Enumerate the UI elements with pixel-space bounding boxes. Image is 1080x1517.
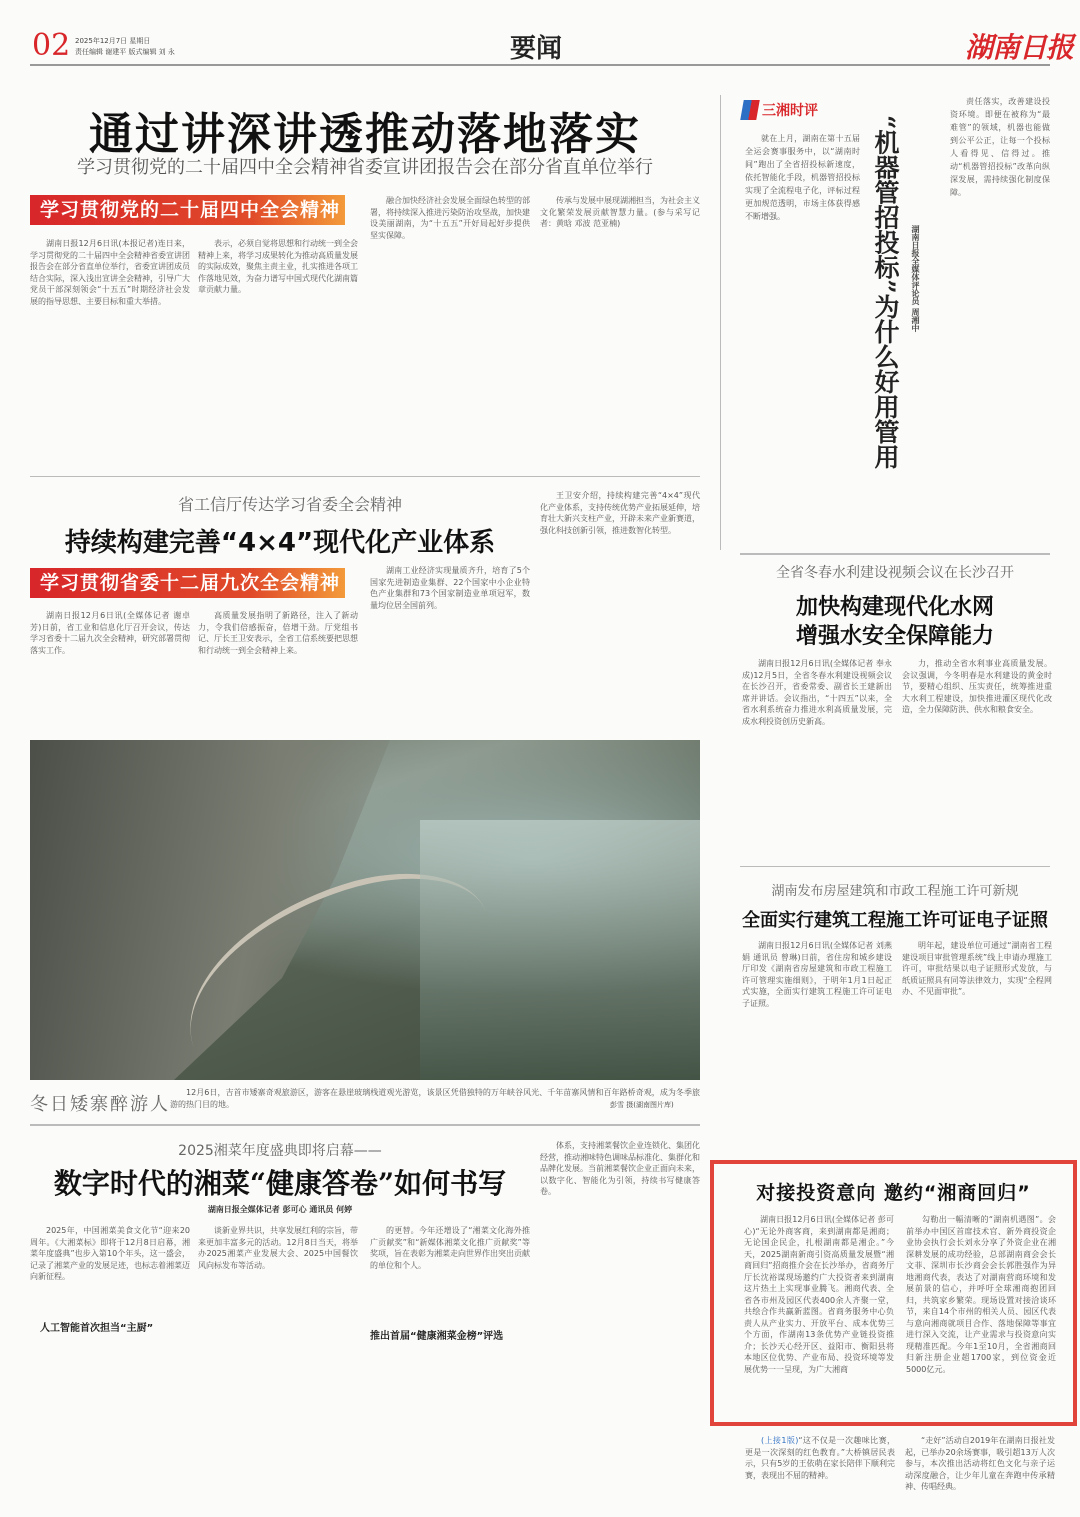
issue-date: 2025年12月7日 星期日: [75, 37, 151, 45]
lead-col-3: 融合加快经济社会发展全面绿色转型的部署，将持续深入推进污染防治攻坚战，加快建设美丽湖南，为“十五五”开好局起好步提供坚实保障。: [370, 196, 530, 240]
continued-col-2: “走好”活动自2019年在湖南日报社发起，已举办20余场赛事，吸引超13万人次参与，本次推出活动将红色文化与亲子运动深度融合，让少年儿童在奔跑中传承精神、传唱经典。: [905, 1436, 1055, 1491]
cuisine-subhead-2: 推出首届“健康湘菜金榜”评选: [370, 1331, 504, 1342]
highlight-col-1: 湖南日报12月6日讯(全媒体记者 彭可心)“无论外商客商，来到湖南都是湘商；无论国企民企，扎根湖南都是湘企。”今天，2025湖南新商引资高质量发展暨“湘商回归”招商推介会在长沙举办，省商务厅厅长沈裕谋现场邀约广大投资者来到湖南这片热土上实现事业腾飞。湘商代表、全省各市州及园区代表400余人齐聚一堂，共绘合作共赢新蓝图。省商务服务中心负责人从产业实力、开放平台、成本优势三个方面，作湖南13条优势产业链投资推介；长沙天心经开区、益阳市、衡阳县将本地区位优势、产业布局、投资环境等发展优势一一呈现，为广大湘商: [744, 1215, 894, 1374]
water-kicker: 全省冬春水利建设视频会议在长沙召开: [776, 565, 1014, 581]
photo-title: 冬日矮寨醉游人: [30, 1094, 170, 1115]
divider: [740, 866, 1050, 867]
column-name: 三湘时评: [762, 103, 818, 119]
lead-banner: 学习贯彻党的二十届四中全会精神: [30, 195, 345, 225]
column-logo-icon: [740, 100, 760, 120]
commentary-column-logo: [742, 100, 818, 120]
highlight-col-2: 勾勒出一幅清晰的“湖南机遇图”。会前举办中国区首席技术官、新外商投资企业协会执行会长刘永分享了外资企业在湘深耕发展的成功经验，总部湖南商会会长文菲、深圳市长沙商会会长郭胜强作为异地湘商代表，表达了对湖南营商环境和发展前景的信心，并呼吁全球湘商抱团回归，共筑家乡繁荣。现场设置对接洽谈环节，来自14个市州的相关人员、园区代表与意向湘商就项目合作、落地保障等事宜进行深入交流，让产业需求与投资意向实现精准匹配。今年1至10月，全省湘商回归新注册企业超1700家，到位资金近5000亿元。: [906, 1215, 1056, 1374]
continued-col-1: [745, 1435, 895, 1505]
continued-text-1: “这不仅是一次趣味比赛，更是一次深刻的红色教育。”大桥镇居民表示，只有5岁的王依萌在家长陪伴下顺利完赛，表现出不屈的精神。: [745, 1436, 895, 1480]
continued-label: (上接1版): [761, 1436, 799, 1445]
cuisine-col-1-text: 2025年，中国湘菜美食文化节“迎来20周年。《大湘菜标》即将于12月8日启幕，湘菜年度盛典”也步入第10个年头，这一盛会，记录了湘菜产业的发展足迹，也标志着湘菜迈向新征程。: [30, 1226, 190, 1281]
newspaper-logo: 湖南日报: [965, 31, 1074, 64]
divider: [740, 553, 1050, 555]
industry-banner: 学习贯彻省委十二届九次全会精神: [30, 568, 345, 598]
commentary-author: 湖南日报全媒体评论员 周湘中: [911, 225, 920, 332]
highlighted-article: [710, 1160, 1077, 1426]
commentary-text-a: 就在上月，湖南在第十五届全运会赛事服务中，以“湖南时间”跑出了全省招投标新速度，依托智能化手段，机器管招投标实现了全流程电子化，评标过程更加规范透明，市场主体获得感不断增强。: [745, 134, 860, 221]
commentary-text-b: 责任落实，改善建设投资环境。即便在被称为“最难管”的领域，机器也能做到公平公正，让每一个投标人看得见、信得过。推动“机器管招投标”改革向纵深发展，需持续强化制度保障。: [950, 97, 1050, 197]
cuisine-subhead-1: 人工智能首次担当“主厨”: [40, 1322, 154, 1334]
photo-caption: 12月6日，吉首市矮寨奇观旅游区，游客在悬崖玻璃栈道观光游览，该景区凭借独特的万年峡谷风光、千年苗寨风情和百年路桥奇观，成为冬季旅游的热门目的地。: [170, 1088, 700, 1109]
cuisine-headline: 数字时代的湘菜“健康答卷”如何书写: [53, 1167, 507, 1200]
lead-headline: 通过讲深讲透推动落地落实: [89, 109, 641, 160]
cuisine-col-3-text: 的更替。今年还增设了“湘菜文化海外推广贡献奖”和“新媒体湘菜文化推广贡献奖”等奖项，旨在表彰为湘菜走向世界作出突出贡献的单位和个人。: [370, 1226, 530, 1270]
news-photo: [30, 740, 700, 1080]
water-headline-1: 加快构建现代化水网: [795, 595, 994, 620]
masthead-rule: [30, 64, 1050, 66]
commentary-headline: “机器管招投标”为什么好用管用: [871, 115, 900, 469]
section-title: 要闻: [510, 34, 563, 64]
divider: [30, 476, 700, 477]
lead-subhead: 学习贯彻党的二十届四中全会精神省委宣讲团报告会在部分省直单位举行: [77, 157, 653, 178]
industry-col-3: 湖南工业经济实现量质齐升，培育了5个国家先进制造业集群、22个国家中小企业特色产业集群和73个国家制造业单项冠军，数量均位居全国前列。: [370, 566, 530, 610]
divider: [30, 1124, 700, 1126]
cuisine-col-2: 谈新业界共识，共享发展红利的宗旨，带来更加丰富多元的活动。12月8日当天，将举办2025湘菜产业发展大会、2025中国餐饮风向标发布等活动。: [198, 1226, 358, 1270]
cuisine-byline: 湖南日报全媒体记者 彭可心 通讯员 何婷: [207, 1205, 353, 1214]
photo-credit: 彭雪 摄(湖南图片库): [610, 1101, 674, 1109]
industry-kicker: 省工信厅传达学习省委全会精神: [177, 495, 402, 514]
permit-kicker: 湖南发布房屋建筑和市政工程施工许可新规: [771, 884, 1019, 899]
permit-col-1: 湖南日报12月6日讯(全媒体记者 刘燕娟 通讯员 曾琳)日前，省住房和城乡建设厅印发《湖南省房屋建筑和市政工程施工许可管理实施细则》，于明年1月1日起正式实施，全面实行建筑工程施工许可证电子证照。: [742, 941, 892, 1008]
permit-col-2: 明年起，建设单位可通过“湖南省工程建设项目审批管理系统”线上申请办理施工许可，审批结果以电子证照形式发放，与纸质证照具有同等法律效力，实现“全程网办、不见面审批”。: [902, 941, 1052, 996]
industry-col-2: 高质量发展指明了新路径，注入了新动力，令我们倍感振奋，倍增干劲。厅党组书记、厅长王卫安表示，全省工信系统要把思想和行动统一到全会精神上来。: [198, 611, 358, 655]
water-col-2: 力，推动全省水利事业高质量发展。会议强调，今冬明春是水利建设的黄金时节，要精心组织、压实责任，统筹推进重大水利工程建设，加快推进灌区现代化改造，全力保障防洪、供水和粮食安全。: [902, 659, 1052, 714]
editors: 责任编辑 谢建平 版式编辑 刘 永: [75, 48, 175, 56]
lead-col-2: 表示，必须自觉将思想和行动统一到全会精神上来，将学习成果转化为推动高质量发展的实际成效，聚焦主责主业，扎实推进各项工作落地见效，为奋力谱写中国式现代化湖南篇章贡献力量。: [198, 239, 358, 294]
cuisine-col-4: 体系，支持湘菜餐饮企业连锁化、集团化经营，推动湘味特色调味品标准化、集群化和品牌化发展。当前湘菜餐饮企业正面向未来，以数字化、智能化为引领，持续书写健康答卷。: [540, 1141, 700, 1196]
column-divider: [720, 95, 721, 550]
permit-headline: 全面实行建筑工程施工许可证电子证照: [742, 910, 1048, 931]
cuisine-kicker: 2025湘菜年度盛典即将启幕——: [178, 1143, 382, 1159]
valley-mist: [420, 820, 700, 1080]
water-col-1: 湖南日报12月6日讯(全媒体记者 奉永成)12月5日，全省冬春水利建设视频会议在长沙召开，省委常委、副省长王建新出席并讲话。会议指出，“十四五”以来，全省水利系统奋力推进水利高质量发展，完成水利投资创历史新高。: [742, 659, 892, 726]
page-number: 02: [32, 28, 71, 63]
lead-col-1: 湖南日报12月6日讯(本报记者)连日来，学习贯彻党的二十届四中全会精神省委宣讲团报告会在部分省直单位举行，省委宣讲团成员结合实际，深入浅出宣讲全会精神，引导广大党员干部深刻领会“十五五”时期经济社会发展的指导思想、主要目标和重大举措。: [30, 239, 190, 306]
lead-col-4: 传承与发展中展现湖湘担当，为社会主义文化繁荣发展贡献智慧力量。(参与采写记者：黄晗 邓波 范亚楠): [540, 196, 700, 228]
water-headline-2: 增强水安全保障能力: [795, 624, 994, 649]
highlight-headline: 对接投资意向 邀约“湘商回归”: [756, 1182, 1031, 1204]
industry-col-1: 湖南日报12月6日讯(全媒体记者 谢卓芳)日前，省工业和信息化厅召开会议，传达学习省委十二届九次全会精神，研究部署贯彻落实工作。: [30, 611, 190, 655]
industry-col-4: 王卫安介绍，持续构建完善“4×4”现代化产业体系，支持传统优势产业拓展延伸，培育壮大新兴支柱产业，开辟未来产业新赛道，强化科技创新引领，推进数智化转型。: [540, 491, 700, 535]
industry-headline: 持续构建完善“4×4”现代化产业体系: [64, 528, 496, 558]
cuisine-col-1: [30, 1225, 190, 1500]
cuisine-col-3: [370, 1225, 530, 1500]
